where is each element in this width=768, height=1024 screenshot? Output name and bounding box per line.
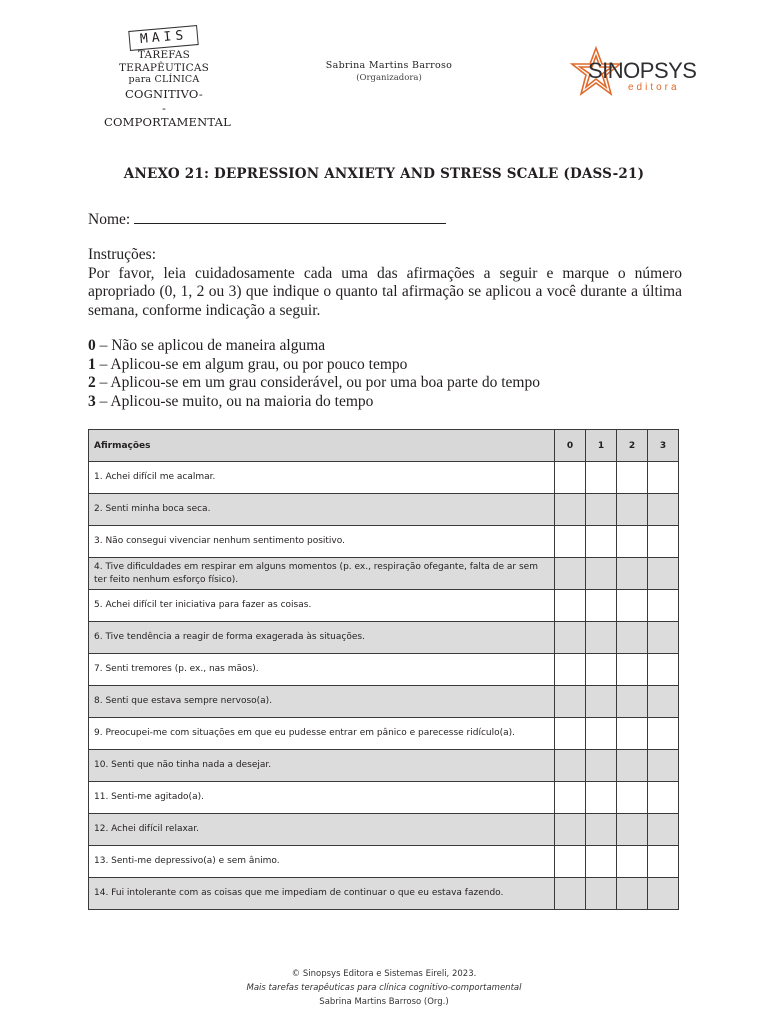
statement-text: 1. Achei difícil me acalmar.: [89, 462, 555, 494]
answer-cell-3[interactable]: [648, 526, 679, 558]
answer-cell-3[interactable]: [648, 782, 679, 814]
answer-cell-2[interactable]: [617, 590, 648, 622]
footer-copyright: © Sinopsys Editora e Sistemas Eireli, 2023.: [291, 969, 477, 979]
instructions-body: Por favor, leia cuidadosamente cada uma das afirmações a seguir e marque o número apropriado (0, 1, 2 ou 3) que indique o quanto tal afirmação se aplicou a você durante a última semana, conforme indicação a seguir.: [88, 264, 682, 319]
answer-cell-1[interactable]: [586, 654, 617, 686]
answer-cell-1[interactable]: [586, 462, 617, 494]
name-field[interactable]: [134, 209, 446, 224]
answer-cell-1[interactable]: [586, 526, 617, 558]
scale-item: [88, 374, 540, 393]
name-row: [88, 209, 446, 229]
table-row: [89, 494, 679, 526]
publisher-sub: editora: [628, 82, 680, 93]
answer-cell-1[interactable]: [586, 686, 617, 718]
table-row: [89, 814, 679, 846]
answer-cell-3[interactable]: [648, 462, 679, 494]
answer-cell-0[interactable]: [555, 750, 586, 782]
answer-cell-1[interactable]: [586, 494, 617, 526]
instructions: [88, 246, 682, 320]
book-logo-line1: TAREFAS: [137, 49, 191, 61]
instructions-heading: Instruções:: [88, 246, 157, 263]
publisher-logo: [566, 44, 697, 104]
organizer-role: (Organizadora): [356, 73, 422, 83]
scale-item-text: – Não se aplicou de maneira alguma: [95, 337, 326, 354]
scale-item: [88, 393, 540, 412]
table-row: [89, 686, 679, 718]
organizer-name: Sabrina Martins Barroso: [325, 60, 453, 71]
answer-cell-3[interactable]: [648, 846, 679, 878]
statement-text: 5. Achei difícil ter iniciativa para fazer as coisas.: [89, 590, 555, 622]
header-2: 2: [617, 430, 648, 462]
statement-text: 8. Senti que estava sempre nervoso(a).: [89, 686, 555, 718]
scale-item: [88, 356, 540, 375]
answer-cell-3[interactable]: [648, 878, 679, 910]
scale-item: [88, 337, 540, 356]
table-row: [89, 654, 679, 686]
answer-cell-0[interactable]: [555, 622, 586, 654]
answer-cell-3[interactable]: [648, 750, 679, 782]
answer-cell-1[interactable]: [586, 558, 617, 590]
table-row: [89, 782, 679, 814]
answer-cell-2[interactable]: [617, 686, 648, 718]
answer-cell-1[interactable]: [586, 878, 617, 910]
answer-cell-2[interactable]: [617, 462, 648, 494]
answer-cell-0[interactable]: [555, 526, 586, 558]
answer-cell-2[interactable]: [617, 622, 648, 654]
table-row: [89, 750, 679, 782]
answer-cell-2[interactable]: [617, 494, 648, 526]
book-logo-line4: COGNITIVO-: [124, 86, 204, 101]
page-footer: [0, 967, 768, 1009]
table-row: [89, 462, 679, 494]
statement-text: 13. Senti-me depressivo(a) e sem ânimo.: [89, 846, 555, 878]
scale-item-num: 3: [88, 392, 96, 410]
answer-cell-0[interactable]: [555, 654, 586, 686]
answer-cell-2[interactable]: [617, 526, 648, 558]
table-row: [89, 622, 679, 654]
book-logo: [104, 27, 231, 129]
answer-cell-3[interactable]: [648, 622, 679, 654]
header-0: 0: [555, 430, 586, 462]
answer-cell-3[interactable]: [648, 814, 679, 846]
table-row: [89, 718, 679, 750]
scale-item-text: – Aplicou-se muito, ou na maioria do tempo: [95, 392, 374, 410]
publisher-name: SINOPSYS: [588, 58, 697, 83]
scale-item-num: 2: [88, 374, 96, 391]
table-row: [89, 846, 679, 878]
footer-author: Sabrina Martins Barroso (Org.): [319, 997, 449, 1007]
answer-cell-1[interactable]: [586, 622, 617, 654]
statement-text: 2. Senti minha boca seca.: [89, 494, 555, 526]
page-title: ANEXO 21: DEPRESSION ANXIETY AND STRESS SCALE (DASS-21): [123, 166, 645, 182]
statement-text: 7. Senti tremores (p. ex., nas mãos).: [89, 654, 555, 686]
statement-text: 6. Tive tendência a reagir de forma exagerada às situações.: [89, 622, 555, 654]
statement-text: 10. Senti que não tinha nada a desejar.: [89, 750, 555, 782]
answer-cell-2[interactable]: [617, 750, 648, 782]
table-header-row: [89, 430, 679, 462]
scale-legend: [88, 337, 540, 411]
answer-cell-0[interactable]: [555, 686, 586, 718]
organizer-block: [300, 60, 478, 83]
answer-cell-0[interactable]: [555, 494, 586, 526]
scale-item-num: 0: [88, 337, 96, 354]
book-logo-line5: -COMPORTAMENTAL: [104, 100, 231, 129]
answer-cell-2[interactable]: [617, 558, 648, 590]
table-row: [89, 590, 679, 622]
answer-cell-0[interactable]: [555, 590, 586, 622]
answer-cell-0[interactable]: [555, 878, 586, 910]
statement-text: 12. Achei difícil relaxar.: [89, 814, 555, 846]
answer-cell-3[interactable]: [648, 494, 679, 526]
answer-cell-2[interactable]: [617, 782, 648, 814]
answer-cell-1[interactable]: [586, 590, 617, 622]
header-statements: Afirmações: [89, 430, 555, 462]
answer-cell-0[interactable]: [555, 718, 586, 750]
table-row: [89, 526, 679, 558]
book-logo-mais: MAIS: [129, 25, 200, 51]
book-logo-line2: TERAPÊUTICAS: [118, 61, 210, 74]
answer-cell-1[interactable]: [586, 782, 617, 814]
scale-item-text: – Aplicou-se em algum grau, ou por pouco tempo: [95, 355, 408, 373]
answer-cell-1[interactable]: [586, 750, 617, 782]
answer-cell-1[interactable]: [586, 846, 617, 878]
answer-cell-1[interactable]: [586, 718, 617, 750]
answer-cell-2[interactable]: [617, 654, 648, 686]
statement-text: 11. Senti-me agitado(a).: [89, 782, 555, 814]
answer-cell-0[interactable]: [555, 814, 586, 846]
answer-cell-0[interactable]: [555, 462, 586, 494]
statement-text: 14. Fui intolerante com as coisas que me impediam de continuar o que eu estava fazendo.: [89, 878, 555, 910]
answer-cell-0[interactable]: [555, 558, 586, 590]
footer-book-title: Mais tarefas terapêuticas para clínica cognitivo-comportamental: [246, 983, 522, 993]
statement-text: 9. Preocupei-me com situações em que eu pudesse entrar em pânico e parecesse ridículo(a).: [89, 718, 555, 750]
scale-item-text: – Aplicou-se em um grau considerável, ou por uma boa parte do tempo: [95, 374, 540, 391]
name-label: Nome:: [88, 211, 131, 228]
table-row: [89, 558, 679, 590]
answer-cell-3[interactable]: [648, 558, 679, 590]
scale-item-num: 1: [88, 355, 96, 373]
statement-text: 3. Não consegui vivenciar nenhum sentimento positivo.: [89, 526, 555, 558]
answer-cell-2[interactable]: [617, 878, 648, 910]
answer-cell-3[interactable]: [648, 654, 679, 686]
answer-cell-0[interactable]: [555, 846, 586, 878]
book-logo-line3: para CLÍNICA: [128, 74, 200, 85]
statement-text: 4. Tive dificuldades em respirar em alguns momentos (p. ex., respiração ofegante, falta de ar sem ter feito nenhum esforço físico).: [89, 558, 555, 590]
answer-cell-0[interactable]: [555, 782, 586, 814]
answer-cell-1[interactable]: [586, 814, 617, 846]
answer-cell-3[interactable]: [648, 590, 679, 622]
header-3: 3: [648, 430, 679, 462]
answer-cell-3[interactable]: [648, 686, 679, 718]
dass-table: [88, 429, 679, 910]
answer-cell-2[interactable]: [617, 846, 648, 878]
header-1: 1: [586, 430, 617, 462]
answer-cell-3[interactable]: [648, 718, 679, 750]
answer-cell-2[interactable]: [617, 814, 648, 846]
answer-cell-2[interactable]: [617, 718, 648, 750]
table-row: [89, 878, 679, 910]
